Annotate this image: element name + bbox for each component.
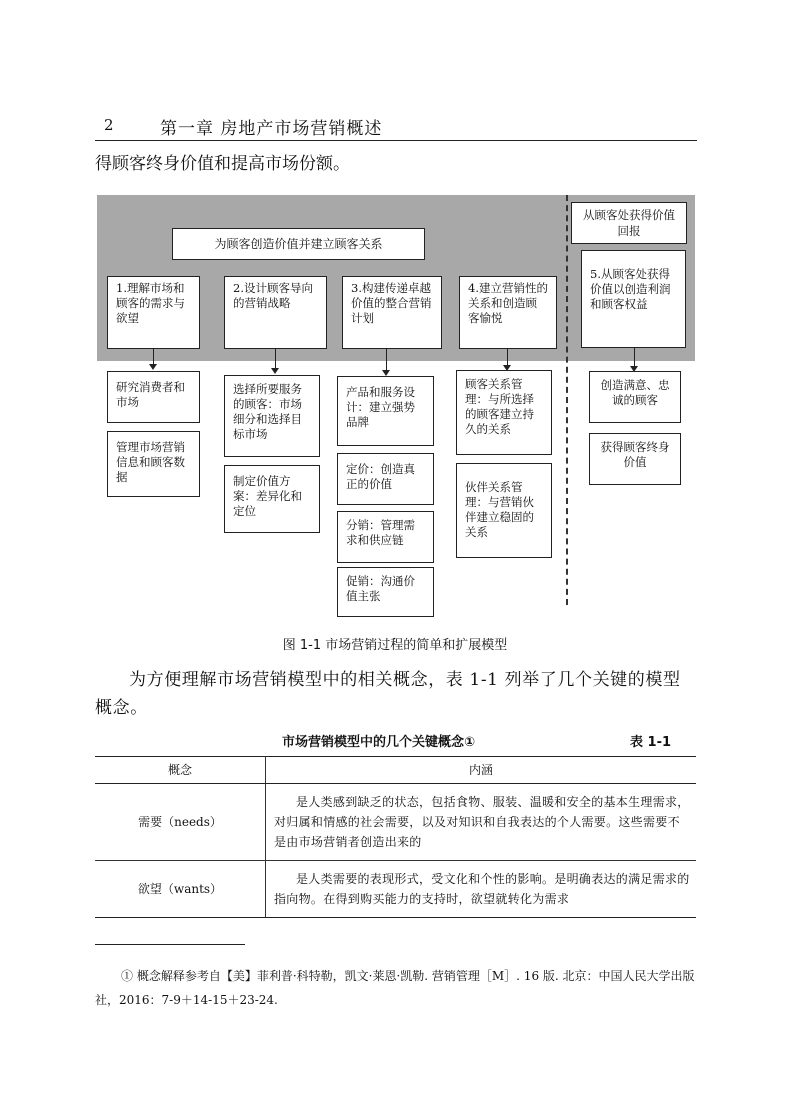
table-number: 表 1-1: [630, 735, 672, 750]
footnote: ① 概念解释参考自【美】菲利普·科特勒，凯文·莱恩·凯勒. 营销管理［M］. 16 版. 北京：中国人民大学出版社，2016：7-9＋14-15＋23-24.: [95, 969, 695, 1007]
concept-cell: 欲望（wants）: [95, 861, 266, 918]
column-header-concept: 概念: [95, 757, 266, 784]
footnote-divider: [95, 944, 245, 945]
figure-caption: 图 1-1 市场营销过程的简单和扩展模型: [282, 638, 508, 653]
paragraph-mid: 为方便理解市场营销模型中的相关概念，表 1-1 列举了几个关键的模型概念。: [95, 670, 681, 718]
step-5-box: 5.从顾客处获得价值以创造利润和顾客权益: [581, 250, 686, 348]
detail-box: 管理市场营销信息和顾客数据: [107, 431, 200, 497]
detail-box: 定价：创造真正的价值: [337, 453, 434, 505]
detail-box: 选择所要服务的顾客：市场细分和选择目标市场: [224, 375, 320, 457]
concepts-table: [95, 756, 696, 918]
detail-box: 分销：管理需求和供应链: [337, 511, 434, 563]
meaning-cell: 是人类需要的表现形式，受文化和个性的影响。是明确表达的满足需求的指向物。在得到购买能力的支持时，欲望就转化为需求: [266, 861, 697, 918]
connector-line: [634, 348, 635, 368]
column-header-meaning: 内涵: [266, 757, 697, 784]
header-divider: [95, 140, 697, 141]
detail-box: 制定价值方案：差异化和定位: [224, 465, 320, 533]
chapter-title: 第一章 房地产市场营销概述: [160, 119, 383, 139]
step-3-box: 3.构建传递卓越价值的整合营销计划: [342, 276, 442, 349]
detail-box: 创造满意、忠诚的顾客: [589, 371, 681, 423]
connector-arrow: [271, 368, 279, 374]
table-header-row: [95, 757, 696, 784]
detail-box: 顾客关系管理：与所选择的顾客建立持久的关系: [456, 370, 552, 455]
table-row: [95, 784, 696, 861]
detail-box: 伙伴关系管理：与营销伙伴建立稳固的关系: [456, 463, 552, 558]
concept-cell: 需要（needs）: [95, 784, 266, 861]
step-4-box: 4.建立营销性的关系和创造顾客愉悦: [459, 276, 557, 349]
paragraph-top: 得顾客终身价值和提高市场份额。: [95, 154, 350, 174]
detail-box: 促销：沟通价值主张: [337, 567, 434, 617]
stage-divider-dashed: [566, 195, 568, 605]
step-1-box: 1.理解市场和顾客的需求与欲望: [107, 276, 200, 349]
detail-box: 产品和服务设计：建立强势品牌: [337, 376, 434, 446]
table-title: 市场营销模型中的几个关键概念①: [282, 735, 476, 750]
page-number: 2: [104, 116, 114, 134]
detail-box: 获得顾客终身价值: [589, 433, 681, 485]
meaning-cell: 是人类感到缺乏的状态，包括食物、服装、温暖和安全的基本生理需求，对归属和情感的社会需要，以及对知识和自我表达的个人需要。这些需要不是由市场营销者创造出来的: [266, 784, 697, 861]
connector-arrow: [149, 364, 157, 370]
connector-line: [275, 349, 276, 370]
table-row: [95, 861, 696, 918]
detail-box: 研究消费者和市场: [107, 371, 200, 423]
banner-create-value: 为顾客创造价值并建立顾客关系: [172, 228, 425, 260]
banner-capture-value: 从顾客处获得价值回报: [571, 202, 687, 244]
connector-line: [386, 349, 387, 372]
step-2-box: 2.设计顾客导向的营销战略: [224, 276, 327, 349]
